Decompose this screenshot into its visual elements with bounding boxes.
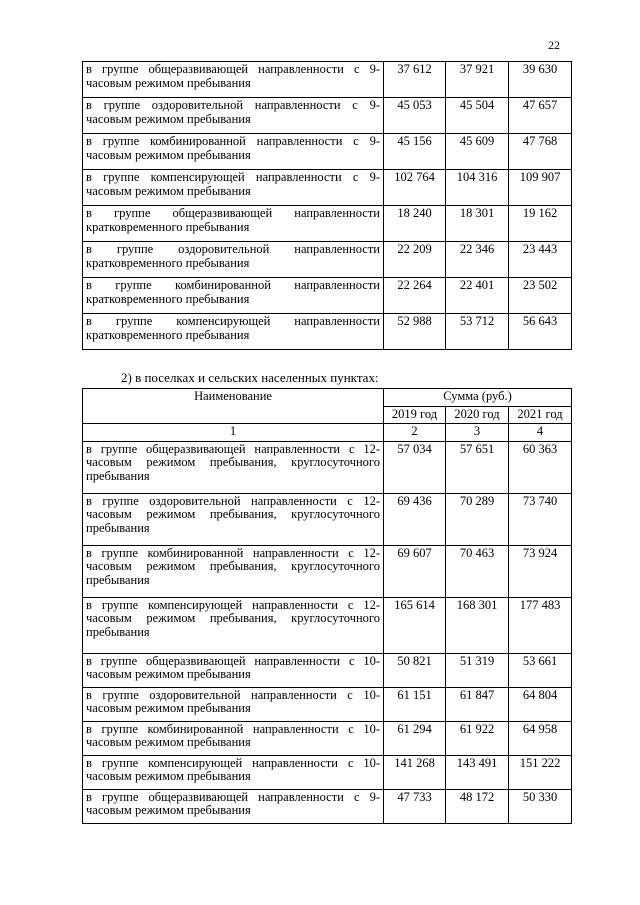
value-2021-cell: 23 502	[509, 278, 572, 314]
row-name-cell: в группе компенсирующей направленности с 9-часовым режимом пребывания	[83, 170, 384, 206]
value-2021-cell: 53 661	[509, 653, 572, 687]
row-name-cell: в группе оздоровительной направленности с 9-часовым режимом пребывания	[83, 98, 384, 134]
cost-table-villages	[82, 388, 572, 824]
value-2019-cell: 22 264	[384, 278, 446, 314]
value-2019-cell: 47 733	[384, 789, 446, 823]
value-2021-cell: 64 804	[509, 687, 572, 721]
table-row	[83, 278, 572, 314]
column-number-3: 3	[446, 424, 509, 442]
value-2019-cell: 69 607	[384, 545, 446, 597]
value-2019-cell: 18 240	[384, 206, 446, 242]
value-2019-cell: 22 209	[384, 242, 446, 278]
table-row	[83, 721, 572, 755]
value-2021-cell: 151 222	[509, 755, 572, 789]
value-2021-cell: 50 330	[509, 789, 572, 823]
table-row	[83, 242, 572, 278]
value-2019-cell: 102 764	[384, 170, 446, 206]
page-number: 22	[548, 38, 560, 52]
row-name-cell: в группе оздоровительной направленности кратковременного пребывания	[83, 242, 384, 278]
value-2021-cell: 47 657	[509, 98, 572, 134]
table-row	[83, 314, 572, 350]
value-2020-cell: 48 172	[446, 789, 509, 823]
column-number-2: 2	[384, 424, 446, 442]
table-row	[83, 170, 572, 206]
header-year-2019: 2019 год	[384, 406, 446, 424]
table-row	[83, 545, 572, 597]
value-2019-cell: 141 268	[384, 755, 446, 789]
cost-table-villages-body	[83, 441, 572, 823]
value-2021-cell: 109 907	[509, 170, 572, 206]
table-row	[83, 597, 572, 653]
cost-table-cities	[82, 61, 572, 350]
value-2020-cell: 61 922	[446, 721, 509, 755]
table-row	[83, 493, 572, 545]
cost-table-cities-body	[83, 62, 572, 350]
row-name-cell: в группе оздоровительной направленности с 10-часовым режимом пребывания	[83, 687, 384, 721]
value-2020-cell: 70 289	[446, 493, 509, 545]
column-number-1: 1	[83, 424, 384, 442]
value-2020-cell: 57 651	[446, 441, 509, 493]
value-2021-cell: 64 958	[509, 721, 572, 755]
value-2020-cell: 61 847	[446, 687, 509, 721]
table-row	[83, 755, 572, 789]
table-row	[83, 653, 572, 687]
value-2019-cell: 61 294	[384, 721, 446, 755]
table-row	[83, 62, 572, 98]
value-2021-cell: 60 363	[509, 441, 572, 493]
row-name-cell: в группе комбинированной направленности кратковременного пребывания	[83, 278, 384, 314]
value-2021-cell: 47 768	[509, 134, 572, 170]
value-2020-cell: 51 319	[446, 653, 509, 687]
value-2020-cell: 143 491	[446, 755, 509, 789]
row-name-cell: в группе общеразвивающей направленности с 12-часовым режимом пребывания, круглосуточного пребывания	[83, 441, 384, 493]
row-name-cell: в группе общеразвивающей направленности кратковременного пребывания	[83, 206, 384, 242]
row-name-cell: в группе общеразвивающей направленности с 10-часовым режимом пребывания	[83, 653, 384, 687]
row-name-cell: в группе комбинированной направленности с 12-часовым режимом пребывания, круглосуточного пребывания	[83, 545, 384, 597]
row-name-cell: в группе общеразвивающей направленности с 9-часовым режимом пребывания	[83, 62, 384, 98]
header-name: Наименование	[83, 389, 384, 424]
value-2020-cell: 45 609	[446, 134, 509, 170]
row-name-cell: в группе компенсирующей направленности с 10-часовым режимом пребывания	[83, 755, 384, 789]
table-row	[83, 687, 572, 721]
row-name-cell: в группе компенсирующей направленности с 12-часовым режимом пребывания, круглосуточного пребывания	[83, 597, 384, 653]
value-2020-cell: 70 463	[446, 545, 509, 597]
row-name-cell: в группе оздоровительной направленности с 12-часовым режимом пребывания, круглосуточного пребывания	[83, 493, 384, 545]
value-2021-cell: 19 162	[509, 206, 572, 242]
row-name-cell: в группе комбинированной направленности с 9-часовым режимом пребывания	[83, 134, 384, 170]
table-row	[83, 98, 572, 134]
value-2020-cell: 22 346	[446, 242, 509, 278]
row-name-cell: в группе компенсирующей направленности кратковременного пребывания	[83, 314, 384, 350]
value-2021-cell: 177 483	[509, 597, 572, 653]
table-row	[83, 134, 572, 170]
row-name-cell: в группе общеразвивающей направленности с 9-часовым режимом пребывания	[83, 789, 384, 823]
value-2019-cell: 37 612	[384, 62, 446, 98]
header-year-2021: 2021 год	[509, 406, 572, 424]
value-2021-cell: 39 630	[509, 62, 572, 98]
value-2020-cell: 45 504	[446, 98, 509, 134]
value-2019-cell: 57 034	[384, 441, 446, 493]
value-2020-cell: 18 301	[446, 206, 509, 242]
value-2021-cell: 73 740	[509, 493, 572, 545]
value-2021-cell: 23 443	[509, 242, 572, 278]
table-row	[83, 206, 572, 242]
table-row	[83, 441, 572, 493]
value-2021-cell: 73 924	[509, 545, 572, 597]
table-row	[83, 789, 572, 823]
value-2020-cell: 37 921	[446, 62, 509, 98]
header-sum: Сумма (руб.)	[384, 389, 572, 407]
value-2019-cell: 45 156	[384, 134, 446, 170]
header-year-2020: 2020 год	[446, 406, 509, 424]
header-row	[83, 389, 572, 407]
value-2020-cell: 22 401	[446, 278, 509, 314]
value-2020-cell: 104 316	[446, 170, 509, 206]
row-name-cell: в группе комбинированной направленности с 10-часовым режимом пребывания	[83, 721, 384, 755]
value-2019-cell: 45 053	[384, 98, 446, 134]
value-2019-cell: 50 821	[384, 653, 446, 687]
section-heading: 2) в поселках и сельских населенных пунктах:	[121, 370, 379, 385]
column-number-row	[83, 424, 572, 442]
value-2020-cell: 53 712	[446, 314, 509, 350]
column-number-4: 4	[509, 424, 572, 442]
value-2019-cell: 61 151	[384, 687, 446, 721]
value-2019-cell: 52 988	[384, 314, 446, 350]
value-2020-cell: 168 301	[446, 597, 509, 653]
value-2019-cell: 165 614	[384, 597, 446, 653]
value-2019-cell: 69 436	[384, 493, 446, 545]
cost-table-villages-header	[83, 389, 572, 442]
value-2021-cell: 56 643	[509, 314, 572, 350]
